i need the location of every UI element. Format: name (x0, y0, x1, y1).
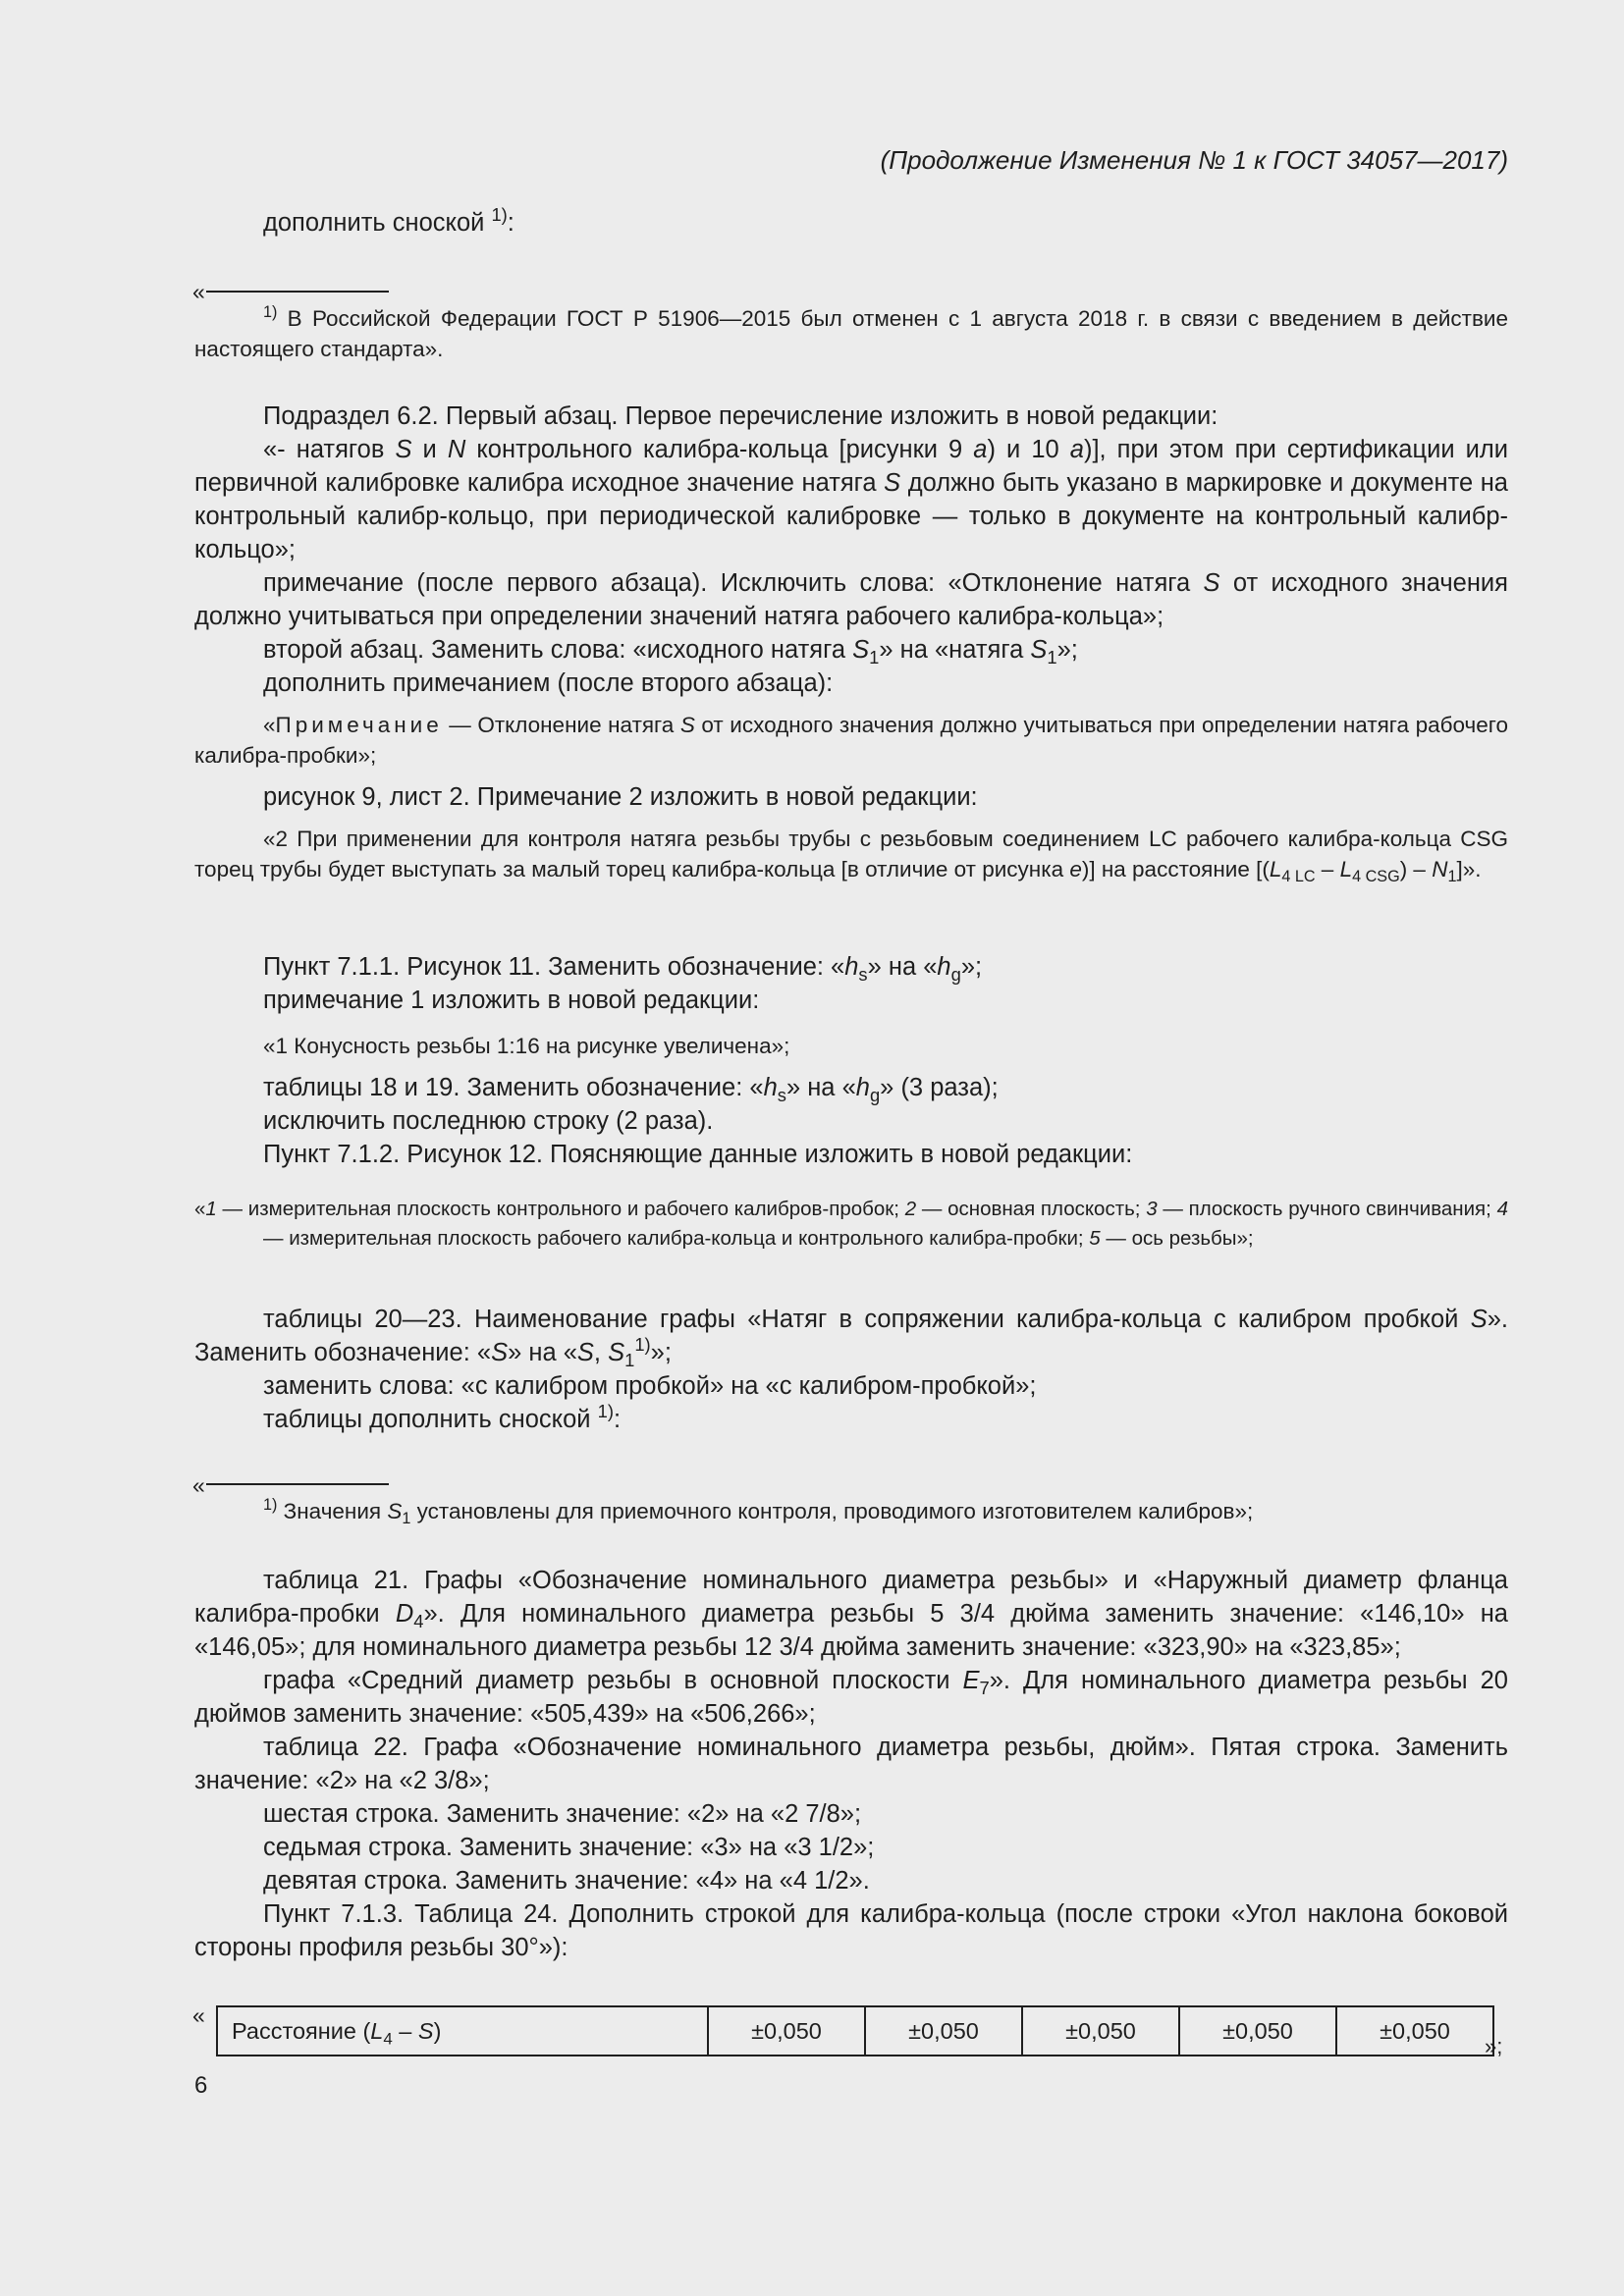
table-24-added-row (216, 2005, 1494, 2056)
table-cell-value: ±0,050 (865, 2006, 1022, 2056)
footnote-2-separator (206, 1483, 389, 1485)
figure-9-title: рисунок 9, лист 2. Примечание 2 изложить в новой редакции: (263, 783, 978, 811)
running-header: (Продолжение Изменения № 1 к ГОСТ 34057—2017) (880, 145, 1508, 175)
section-6-2-quote-note: «Примечание — Отклонение натяга S от исходного значения должно учитываться при определении натяга рабочего калибра-пробки»; (194, 713, 1508, 768)
table-cell-label: Расстояние $(L_4 - S)$ (217, 2006, 708, 2056)
clause-7-1-1-quote: «1 Конусность резьбы 1:16 на рисунке увеличена»; (263, 1034, 790, 1058)
table-22-line3: седьмая строка. Заменить значение: «3» на «3 1/2»; (263, 1834, 875, 1861)
footnote-2-open-quote: « (192, 1472, 205, 1498)
section-6-2-item: «- натягов S и N контрольного калибра-кольца [рисунки 9 а) и 10 а)], при этом при сертификации или первичной калибровке калибра исходное значение натяга S должно быть указано в маркировке и документе на контрольный калибр-кольцо, при периодической калибровке — только в документе на контрольный калибр-кольцо»; (194, 436, 1509, 563)
table-cell-value: ±0,050 (1336, 2006, 1493, 2056)
table-cell-value: ±0,050 (1022, 2006, 1179, 2056)
section-6-2-note: примечание (после первого абзаца). Исключить слова: «Отклонение натяга S от исходного значения должно учитываться при определении значений натяга рабочего калибра-кольца»; (194, 569, 1508, 630)
paragraph-add-footnote: дополнить сноской $^{1)}$: (263, 203, 514, 237)
tables-20-23-line2: заменить слова: «с калибром пробкой» на «с калибром-пробкой»; (263, 1372, 1037, 1400)
tables-20-23 (194, 1303, 1508, 1436)
section-6-2-second: второй абзац. Заменить слова: «исходного натяга $S_1$» на «натяга $S_1$»; (263, 636, 1078, 667)
footnote-2: $^{1)}$ Значения $S_1$ установлены для приемочного контроля, проводимого изготовителем калибров»; (263, 1496, 1254, 1528)
figure-9-quote: «2 При применении для контроля натяга резьбы трубы с резьбовым соединением LC рабочего калибра-кольца CSG торец трубы будет выступать за малый торец калибра-кольца [в отличие от рисунка е)] на расстояние $[(L_{4 LC} - L_{4 CSG}) - N_1]$». (194, 827, 1508, 886)
clause-7-1-1-line4: исключить последнюю строку (2 раза). (263, 1107, 714, 1135)
table-21-line2: графа «Средний диаметр резьбы в основной плоскости $E_7$». Для номинального диаметра резьбы 20 дюймов заменить значение: «505,439» на «506,266»; (194, 1667, 1508, 1728)
footnote-1: $^{1)}$ В Российской Федерации ГОСТ Р 51906—2015 был отменен с 1 августа 2018 г. в связи с введением в действие настоящего стандарта». (194, 303, 1508, 361)
clause-7-1-3-title: Пункт 7.1.3. Таблица 24. Дополнить строкой для калибра-кольца (после строки «Угол наклона боковой стороны профиля резьбы 30°»): (194, 1900, 1508, 1961)
tables-20-23-line3: таблицы дополнить сноской $^{1)}$: (263, 1400, 622, 1433)
footnote-open-quote: « (192, 279, 205, 304)
clause-7-1-1 (194, 950, 1508, 1254)
table-row (217, 2006, 1493, 2056)
page-number: 6 (194, 2072, 208, 2099)
clause-7-1-1-line1: Пункт 7.1.1. Рисунок 11. Заменить обозначение: «$h_s$» на «$h_g$»; (263, 953, 983, 985)
clause-7-1-1-line2: примечание 1 изложить в новой редакции: (263, 987, 760, 1014)
section-6-2-title: Подраздел 6.2. Первый абзац. Первое перечисление изложить в новой редакции: (263, 402, 1218, 430)
table-close-quote: »; (1485, 2034, 1503, 2058)
table-22-line4: девятая строка. Заменить значение: «4» на «4 1/2». (263, 1867, 870, 1895)
table-22-line2: шестая строка. Заменить значение: «2» на «2 7/8»; (263, 1800, 862, 1828)
table-cell-value: ±0,050 (708, 2006, 865, 2056)
clause-7-1-1-line3: таблицы 18 и 19. Заменить обозначение: «$h_s$» на «$h_g$» (3 раза); (263, 1074, 999, 1105)
clause-7-1-2-title: Пункт 7.1.2. Рисунок 12. Поясняющие данные изложить в новой редакции: (263, 1141, 1133, 1168)
section-6-2 (194, 400, 1508, 884)
table-open-quote: « (192, 2002, 205, 2028)
table-22-line1: таблица 22. Графа «Обозначение номинального диаметра резьбы, дюйм». Пятая строка. Заменить значение: «2» на «2 3/8»; (194, 1734, 1508, 1794)
table-21-line1: таблица 21. Графы «Обозначение номинального диаметра резьбы» и «Наружный диаметр фланца калибра-пробки $D_4$». Для номинального диаметра резьбы 5 3/4 дюйма заменить значение: «146,10» на «146,05»; для номинального диаметра резьбы 12 3/4 дюйма заменить значение: «323,90» на «323,85»; (194, 1567, 1508, 1661)
tables-21-24 (194, 1564, 1508, 1964)
figure-12-legend: «1 — измерительная плоскость контрольного и рабочего калибров-пробок; 2 — основная плоскость; 3 — плоскость ручного свинчивания; 4 — измерительная плоскость рабочего калибра-кольца и контрольного калибра-пробки; 5 — ось резьбы»; (194, 1198, 1508, 1250)
section-6-2-add-note: дополнить примечанием (после второго абзаца): (263, 669, 834, 697)
table-cell-value: ±0,050 (1179, 2006, 1336, 2056)
footnote-separator (206, 291, 389, 293)
tables-20-23-line1: таблицы 20—23. Наименование графы «Натяг в сопряжении калибра-кольца с калибром пробкой S». Заменить обозначение: «S» на «S, $S_1^{1)}$»; (194, 1306, 1508, 1370)
